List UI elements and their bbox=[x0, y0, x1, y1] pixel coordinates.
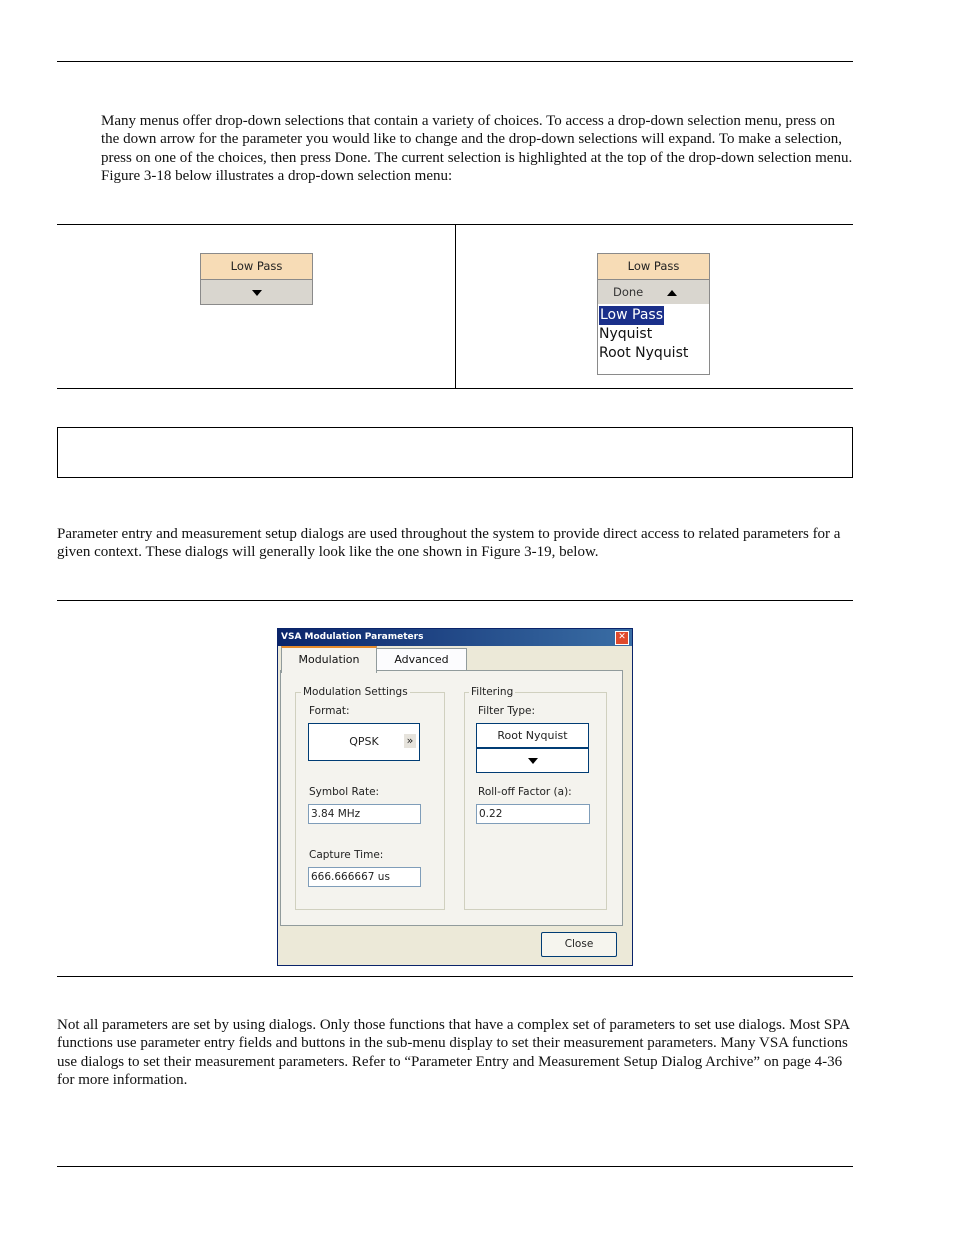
dropdown-expanded[interactable] bbox=[597, 253, 710, 375]
arrow-down-icon bbox=[252, 290, 262, 296]
dropdown-expand-button[interactable] bbox=[201, 280, 312, 304]
note-box bbox=[57, 427, 853, 478]
tab-modulation-label: Modulation bbox=[298, 653, 360, 666]
tab-advanced[interactable] bbox=[376, 648, 467, 670]
dropdown-options-list bbox=[598, 304, 709, 365]
filtering-label: Filtering bbox=[471, 686, 514, 698]
rolloff-label: Roll-off Factor (a): bbox=[478, 786, 572, 798]
capture-time-label: Capture Time: bbox=[309, 849, 384, 861]
close-button[interactable]: Close bbox=[541, 932, 617, 957]
figure-dropdown-example bbox=[57, 224, 853, 389]
format-value: QPSK bbox=[349, 735, 379, 748]
dialog-title: VSA Modulation Parameters bbox=[281, 632, 424, 642]
tab-advanced-label: Advanced bbox=[394, 653, 449, 666]
option-nyquist[interactable]: Nyquist bbox=[599, 326, 653, 342]
option-low-pass[interactable]: Low Pass bbox=[600, 307, 663, 323]
paragraph-dropdown-intro: Many menus offer drop-down selections that contain a variety of choices. To access a drop-down selection menu, press on the down arrow for the parameter you would like to change and the drop-down selections will expand. To make a selection, press on one of the choices, then press Done. The current selection is highlighted at the top of the drop-down selection menu. Figure 3-18 below illustrates a drop-down selection menu: bbox=[101, 113, 853, 185]
symbol-rate-field[interactable]: 3.84 MHz bbox=[308, 804, 421, 824]
option-root-nyquist[interactable]: Root Nyquist bbox=[599, 345, 689, 361]
bottom-rule bbox=[57, 1166, 853, 1167]
dropdown-collapsed-value: Low Pass bbox=[201, 254, 312, 280]
double-chevron-right-icon: » bbox=[404, 734, 416, 748]
dialog-title-bar bbox=[278, 629, 632, 646]
done-label: Done bbox=[613, 285, 644, 299]
filter-type-label: Filter Type: bbox=[478, 705, 535, 717]
capture-time-field[interactable]: 666.666667 us bbox=[308, 867, 421, 887]
dropdown-expanded-value: Low Pass bbox=[598, 254, 709, 280]
symbol-rate-label: Symbol Rate: bbox=[309, 786, 380, 798]
rolloff-field[interactable]: 0.22 bbox=[476, 804, 590, 824]
arrow-down-icon bbox=[528, 758, 538, 764]
arrow-up-icon bbox=[667, 290, 677, 296]
tab-modulation[interactable] bbox=[281, 646, 377, 673]
format-label: Format: bbox=[309, 705, 350, 717]
filter-type-value-box: Root Nyquist bbox=[476, 723, 589, 748]
close-icon[interactable]: ✕ bbox=[615, 631, 629, 645]
filter-type-dropdown-button[interactable] bbox=[476, 748, 589, 773]
paragraph-dialog-usage: Not all parameters are set by using dialogs. Only those functions that have a complex set of parameters to set use dialogs. Most SPA functions use parameter entry fields and buttons in the sub-menu display to set their measurement parameters. Many VSA functions use dialogs to set their measurement parameters. Refer to “Parameter Entry and Measurement Setup Dialog Archive” on page 4-36 for more information. bbox=[57, 1017, 850, 1089]
format-button[interactable] bbox=[308, 723, 420, 761]
paragraph-dialog-intro: Parameter entry and measurement setup dialogs are used throughout the system to provide direct access to related parameters for a given context. These dialogs will generally look like the one shown in Figure 3-19, below. bbox=[57, 526, 841, 561]
figure-bottom-rule bbox=[57, 976, 853, 977]
done-button[interactable] bbox=[598, 280, 709, 304]
figure-top-rule bbox=[57, 600, 853, 601]
figure-divider bbox=[455, 225, 456, 388]
modulation-settings-label: Modulation Settings bbox=[303, 686, 408, 698]
dropdown-collapsed[interactable] bbox=[200, 253, 313, 305]
top-rule bbox=[57, 61, 853, 62]
